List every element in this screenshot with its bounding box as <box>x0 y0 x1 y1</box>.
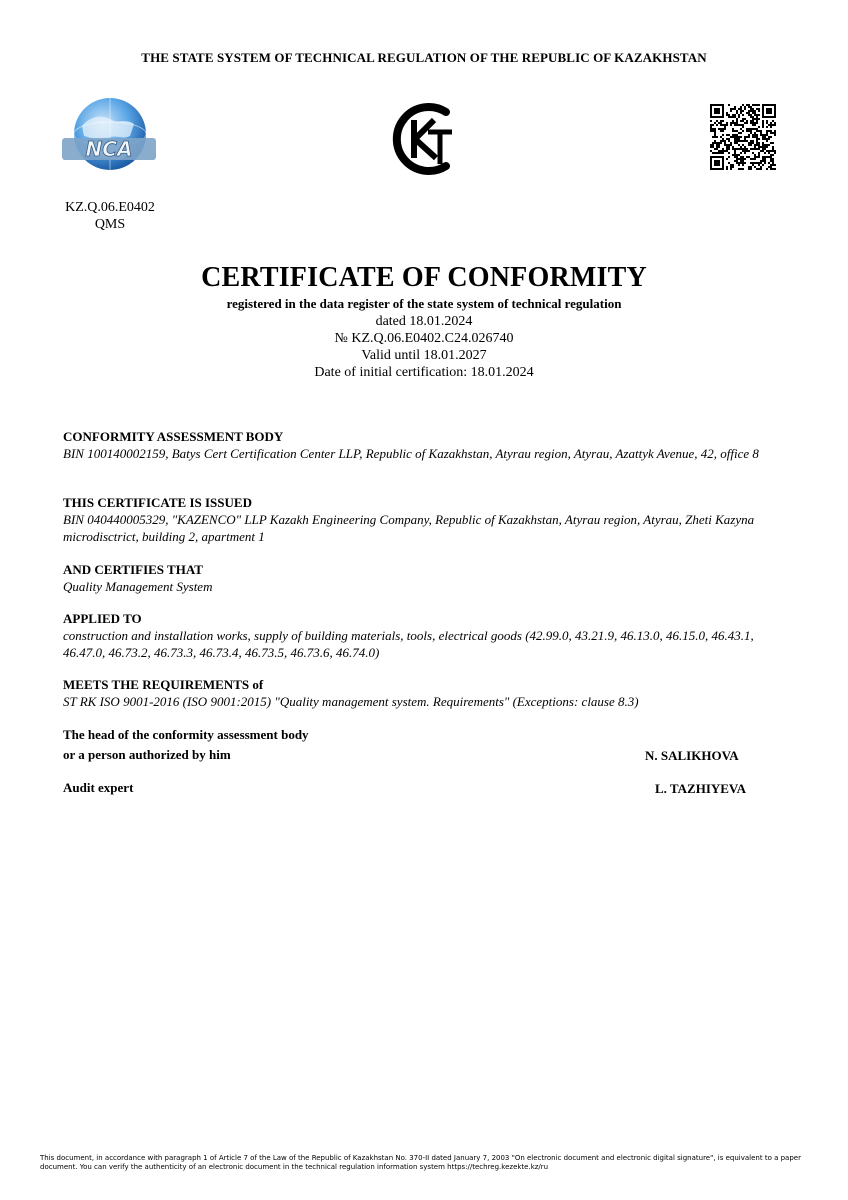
head-label-line2: or a person authorized by him <box>63 747 231 762</box>
certificate-date: dated 18.01.2024 <box>375 314 473 329</box>
section-heading: THIS CERTIFICATE IS ISSUED <box>63 495 252 510</box>
section-issued-to <box>63 494 783 545</box>
section-text: construction and installation works, supply of building materials, tools, electrical goods (42.99.0, 43.21.9, 46.13.0, 46.15.0, 46.43.1, 46.47.0, 46.73.2, 46.73.3, 46.73.4, 46.73.5, 46.73.6, 46.74.0) <box>63 628 754 660</box>
registry-code-block <box>50 199 170 233</box>
audit-expert-name: L. TAZHIYEVA <box>655 781 747 796</box>
conformity-mark-icon <box>384 98 464 180</box>
registry-type: QMS <box>94 217 126 232</box>
authority-header: THE STATE SYSTEM OF TECHNICAL REGULATION OF THE REPUBLIC OF KAZAKHSTAN <box>141 50 707 65</box>
nca-globe-logo-icon <box>60 96 158 180</box>
certificate-details <box>0 313 848 381</box>
certificate-valid-until: Valid until 18.01.2027 <box>361 348 487 363</box>
section-assessment-body <box>63 428 783 462</box>
section-applied-to <box>63 610 783 661</box>
section-requirements <box>63 676 783 710</box>
qr-code-icon <box>710 104 776 170</box>
head-signature-label <box>63 725 309 765</box>
section-text: ST RK ISO 9001-2016 (ISO 9001:2015) "Quality management system. Requirements" (Exceptions: clause 8.3) <box>63 694 639 709</box>
section-heading: AND CERTIFIES THAT <box>63 562 203 577</box>
audit-expert-label: Audit expert <box>63 780 134 795</box>
section-heading: CONFORMITY ASSESSMENT BODY <box>63 429 284 444</box>
certificate-number: № KZ.Q.06.E0402.C24.026740 <box>334 331 514 346</box>
head-signatory-name: N. SALIKHOVA <box>645 748 739 763</box>
registry-code: KZ.Q.06.E0402 <box>65 200 155 215</box>
section-certifies <box>63 561 783 595</box>
head-label-line1: The head of the conformity assessment body <box>63 727 309 742</box>
section-heading: MEETS THE REQUIREMENTS of <box>63 677 264 692</box>
section-heading: APPLIED TO <box>63 611 142 626</box>
nca-logo-text: NCA <box>85 137 133 161</box>
section-text: BIN 040440005329, "KAZENCO" LLP Kazakh Engineering Company, Republic of Kazakhstan, Atyrau region, Atyrau, Zheti Kazyna microdisctrict, building 2, apartment 1 <box>63 512 755 544</box>
certificate-title: CERTIFICATE OF CONFORMITY <box>201 262 647 293</box>
section-text: BIN 100140002159, Batys Cert Certification Center LLP, Republic of Kazakhstan, Atyrau region, Atyrau, Azattyk Avenue, 42, office 8 <box>63 446 759 461</box>
certificate-initial-date: Date of initial certification: 18.01.2024 <box>314 365 534 380</box>
certificate-subtitle: registered in the data register of the state system of technical regulation <box>226 296 622 311</box>
legal-footer: This document, in accordance with paragraph 1 of Article 7 of the Law of the Republic of Kazakhstan No. 370-II dated January 7, 2003 "On electronic document and electronic digital signature", is equivalent to a paper document. You can verify the authenticity of an electronic document in the technical regulation information system https://techreg.kezekte.kz/ru <box>40 1154 801 1171</box>
section-text: Quality Management System <box>63 579 213 594</box>
